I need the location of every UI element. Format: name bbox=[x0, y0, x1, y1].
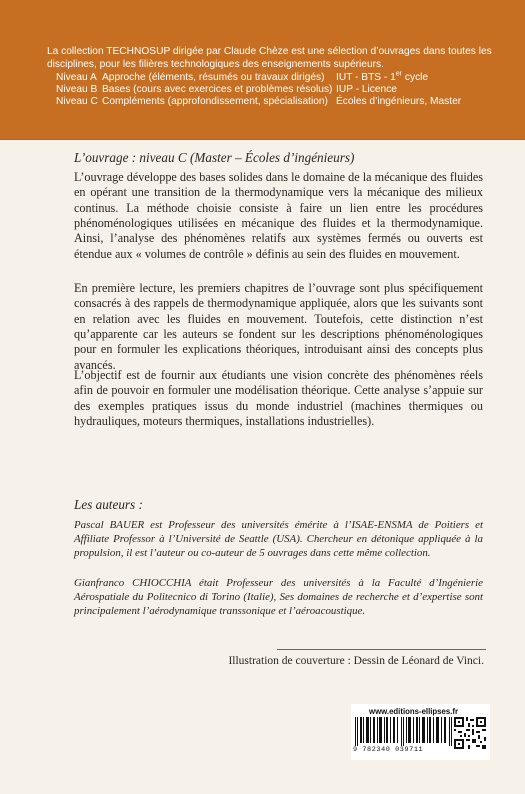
level-name: Niveau C bbox=[56, 96, 98, 107]
ouvrage-paragraph-1 bbox=[74, 170, 483, 262]
ouvrage-paragraph-text: En première lecture, les premiers chapitres de l’ouvrage sont plus spécifiquement consacrés à des rappels de thermodynamique appliquée, alors que les suivants sont en relation avec les fluides en mouvement. Toutefois, cette distinction n’est qu’apparente car les auteurs se fondent sur les descriptions phénoménologiques pour en formuler les explications théoriques, introduisant ainsi des concepts plus avancés. bbox=[74, 281, 483, 372]
ouvrage-paragraph-3 bbox=[74, 368, 483, 429]
barcode-block bbox=[351, 704, 490, 760]
credit-divider bbox=[277, 649, 486, 650]
level-target-text: IUT - BTS - 1 bbox=[336, 72, 396, 83]
barcode-icon bbox=[355, 717, 453, 746]
level-target: Écoles d’ingénieurs, Master bbox=[336, 96, 462, 107]
auteurs-heading-text: Les auteurs : bbox=[74, 497, 143, 512]
level-row-b bbox=[56, 84, 516, 96]
publisher-website: www.editions-ellipses.fr bbox=[369, 707, 458, 716]
ouvrage-paragraph-2 bbox=[74, 281, 483, 373]
level-name: Niveau B bbox=[56, 84, 98, 95]
level-description: Compléments (approfondissement, spécialisation) bbox=[102, 96, 328, 107]
levels-table bbox=[56, 72, 516, 108]
collection-band bbox=[0, 0, 525, 140]
level-row-a bbox=[56, 72, 516, 84]
level-description: Bases (cours avec exercices et problèmes résolus) bbox=[102, 84, 333, 95]
author-bio-text: Pascal BAUER est Professeur des universités émérite à l’ISAE-ENSMA de Poitiers et Affiliate Professor à l’Université de Seattle (USA). Chercheur en détonique appliquée à la propulsion, il est l’auteur ou co-auteur de 5 ouvrages dans cette même collection. bbox=[74, 519, 483, 560]
ouvrage-heading-text: L’ouvrage : niveau C (Master – Écoles d’ingénieurs) bbox=[74, 150, 355, 165]
ouvrage-heading bbox=[74, 150, 483, 166]
author-bio-text: Gianfranco CHIOCCHIA était Professeur des universités à la Faculté d’Ingénierie Aérospatiale du Politecnico di Torino (Italie), Ses domaines de recherche et d’expertise sont principalement l’aérodynamique transsonique et l’aéroacoustique. bbox=[74, 577, 483, 618]
level-target: IUP - Licence bbox=[336, 84, 397, 95]
author-bauer bbox=[74, 518, 483, 561]
auteurs-heading bbox=[74, 497, 483, 513]
level-target-suffix: cycle bbox=[402, 72, 429, 83]
ouvrage-paragraph-text: L’ouvrage développe des bases solides dans le domaine de la mécanique des fluides en opérant une transition de la thermodynamique vers la mécanique des milieux continus. La méthode choisie consiste à faire un lien entre les procédures phénoménologiques utilisées en mécanique des fluides et la thermodynamique. Ainsi, l’analyse des phénomènes relatifs aux systèmes fermés ou ouverts est étendue aux « volumes de contrôle » définis au sein des fluides en mouvement. bbox=[74, 170, 483, 261]
level-row-c bbox=[56, 96, 516, 108]
author-chiocchia bbox=[74, 576, 483, 619]
qr-code-icon bbox=[454, 717, 486, 749]
level-name: Niveau A bbox=[56, 72, 97, 83]
level-target-superscript: er bbox=[395, 70, 403, 78]
collection-intro: La collection TECHNOSUP dirigée par Claude Chèze est une sélection d’ouvrages dans toutes les disciplines, pour les filières technologiques des enseignements supérieurs. bbox=[47, 46, 492, 70]
cover-credit: Illustration de couverture : Dessin de Léonard de Vinci. bbox=[228, 655, 484, 667]
ouvrage-paragraph-text: L’objectif est de fournir aux étudiants une vision concrète des phénomènes réels afin de pouvoir en formuler une modélisation théorique. Cette analyse s’appuie sur des exemples pratiques issus du monde industriel (machines thermiques ou hydrauliques, moteurs thermiques, installations industrielles). bbox=[74, 368, 483, 429]
level-target bbox=[336, 72, 506, 84]
level-description: Approche (éléments, résumés ou travaux dirigés) bbox=[102, 72, 325, 83]
isbn-digits: 9 782340 039711 bbox=[353, 746, 424, 754]
